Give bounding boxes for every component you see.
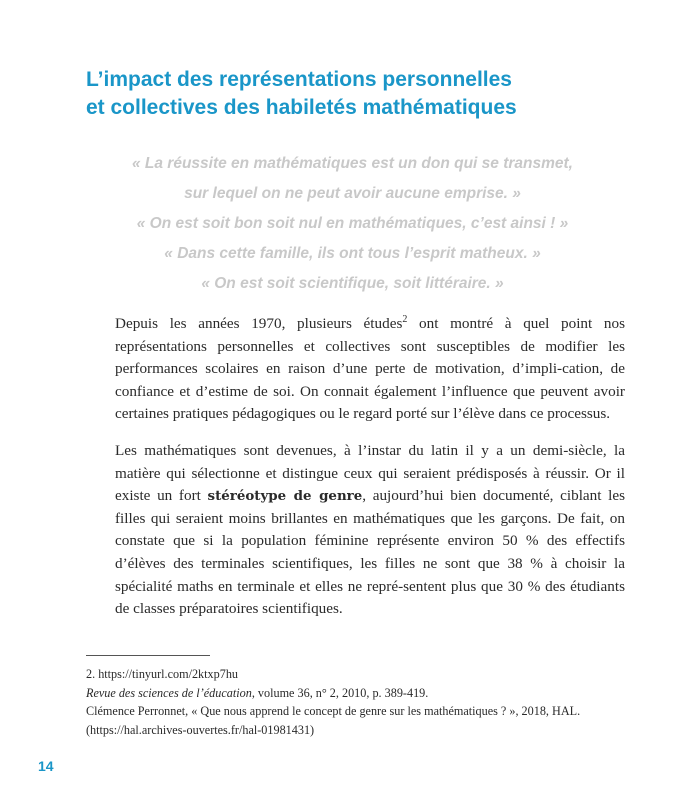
journal-title: Revue des sciences de l’éducation bbox=[86, 685, 252, 700]
body-text bbox=[115, 313, 625, 635]
paragraph-1-text-end: ont montré à quel point nos représentations personnelles et collectives sont susceptibles de modifier les performances scolaires en raison d’une perte de motivation, d’impli-cation, de confiance et d’estime de soi. On connait également l’influence que peuvent avoir certaines pratiques pédagogiques ou le regard porté sur l’élève dans ce processus. bbox=[115, 315, 626, 423]
paragraph-2-text-end: , aujourd’hui bien documenté, ciblant les filles qui seraient moins brillantes en mathématiques que les garçons. De fait, on constate que si la population féminine représente environ 50 % des effectifs d’élèves des terminales scientifiques, les filles ne sont que 38 % à choisir la spécialité maths en terminale et elles ne repré-sentent plus que 30 % des étudiants de classes préparatoires scientifiques. bbox=[115, 487, 625, 618]
footnote-divider bbox=[86, 655, 210, 656]
footnote-reference-article: Clémence Perronnet, « Que nous apprend le concept de genre sur les mathématiques ? », 2018, HAL. (https://hal.archives-ouvertes.fr/hal-01981431) bbox=[86, 704, 581, 737]
paragraph-2 bbox=[115, 440, 625, 621]
section-heading bbox=[86, 66, 646, 122]
journal-details: , volume 36, n° 2, 2010, p. 389-419. bbox=[251, 685, 429, 700]
quote-line: sur lequel on ne peut avoir aucune emprise. » bbox=[184, 185, 521, 202]
paragraph-1 bbox=[115, 313, 625, 426]
page-number: 14 bbox=[38, 758, 54, 774]
paragraph-2-text-start: Les mathématiques sont devenues, à l’instar du latin il y a un demi-siècle, la matière qui sélectionne et distingue ceux qui seraient prédisposés à réussir. Or il existe un fort bbox=[115, 441, 625, 505]
emphasized-term: stéréotype de genre bbox=[207, 488, 363, 505]
quote-line: « On est soit bon soit nul en mathématiques, c’est ainsi ! » bbox=[136, 215, 569, 232]
quote-line: « Dans cette famille, ils ont tous l’esprit matheux. » bbox=[164, 245, 541, 262]
heading-line-1: L’impact des représentations personnelles bbox=[86, 68, 512, 91]
quote-line: « On est soit scientifique, soit littéraire. » bbox=[201, 275, 504, 292]
heading-line-2: et collectives des habiletés mathématiques bbox=[86, 96, 517, 119]
paragraph-1-text-start: Depuis les années 1970, plusieurs études bbox=[115, 315, 403, 332]
footnotes bbox=[86, 665, 631, 739]
footnote-reference: 2 bbox=[402, 313, 408, 325]
quote-line: « La réussite en mathématiques est un don qui se transmet, bbox=[131, 155, 573, 172]
footnote-link: 2. https://tinyurl.com/2ktxp7hu bbox=[86, 667, 239, 681]
quotes-block bbox=[80, 149, 625, 299]
footnote-reference-journal bbox=[86, 684, 631, 703]
